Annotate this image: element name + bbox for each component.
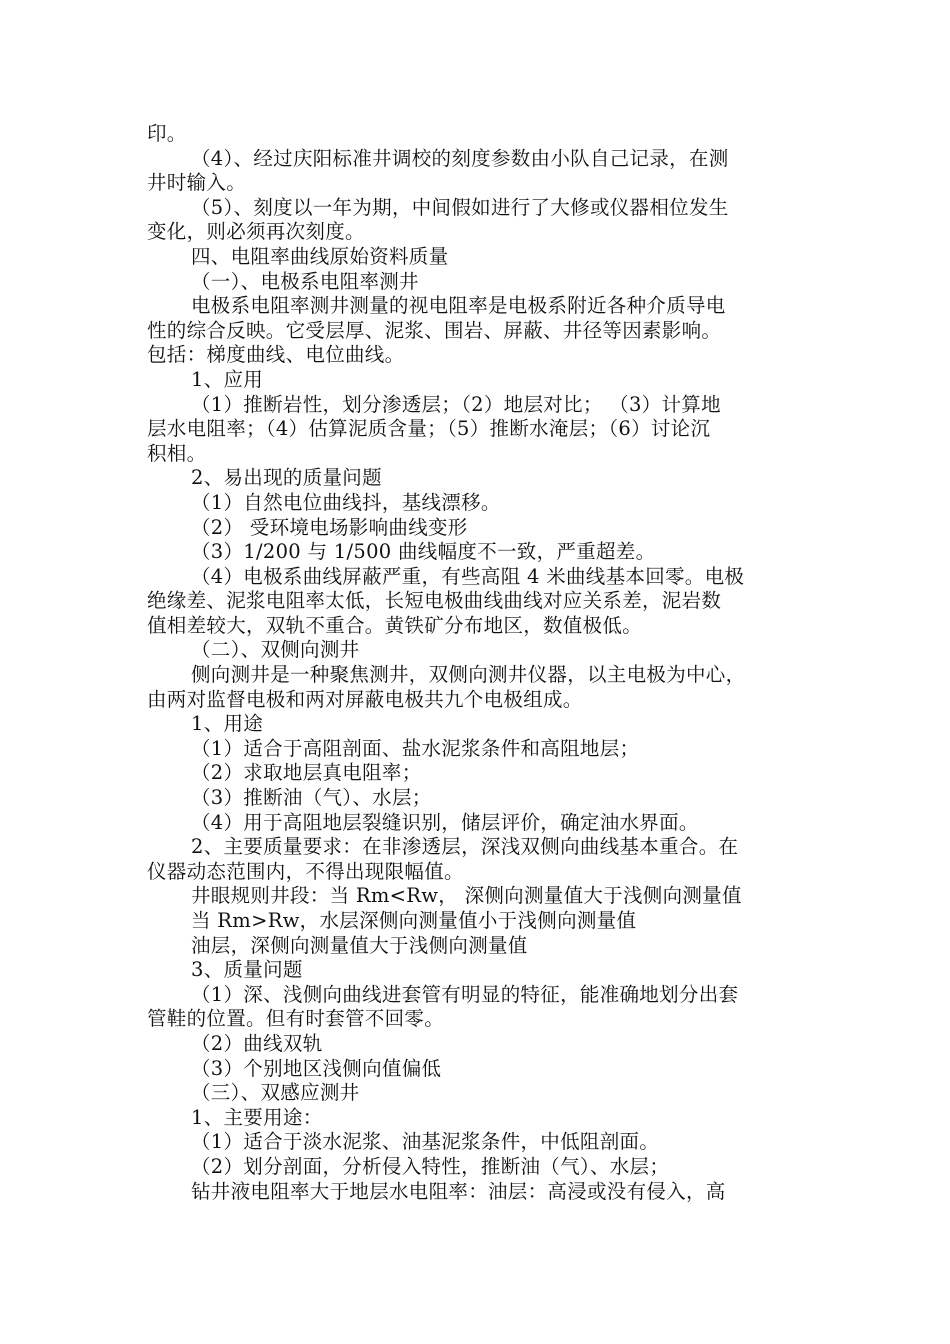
text-line: 2、主要质量要求：在非渗透层，深浅双侧向曲线基本重合。在: [191, 835, 739, 859]
text-line: （2）划分剖面，分析侵入特性，推断油（气）、水层；: [191, 1154, 670, 1178]
text-line: （1）适合于淡水泥浆、油基泥浆条件，中低阻剖面。: [191, 1130, 660, 1154]
text-line: 值相差较大，双轨不重合。黄铁矿分布地区，数值极低。: [147, 613, 643, 637]
text-line: （3）1/200 与 1/500 曲线幅度不一致，严重超差。: [191, 540, 656, 564]
text-line: 包括：梯度曲线、电位曲线。: [147, 343, 405, 367]
text-line: 钻井液电阻率大于地层水电阻率：油层：高浸或没有侵入，高: [191, 1179, 726, 1203]
text-line: 1、主要用途：: [191, 1105, 323, 1129]
text-line: 油层，深侧向测量值大于浅侧向测量值: [191, 933, 528, 957]
text-line: （4）电极系曲线屏蔽严重，有些高阻 4 米曲线基本回零。电极: [191, 564, 745, 588]
text-line: 绝缘差、泥浆电阻率太低，长短电极曲线曲线对应关系差，泥岩数: [147, 589, 722, 613]
text-line: 层水电阻率；（4）估算泥质含量；（5）推断水淹层；（6）讨论沉: [147, 417, 711, 441]
text-line: 由两对监督电极和两对屏蔽电极共九个电极组成。: [147, 687, 583, 711]
text-line: 变化，则必须再次刻度。: [147, 220, 365, 244]
text-line: 电极系电阻率测井测量的视电阻率是电极系附近各种介质导电: [191, 294, 726, 318]
text-line: （1）推断岩性，划分渗透层；（2）地层对比； （3）计算地: [191, 392, 721, 416]
text-line: （3）个别地区浅侧向值偏低: [191, 1056, 442, 1080]
text-line: （1）深、浅侧向曲线进套管有明显的特征，能准确地划分出套: [191, 982, 739, 1006]
text-line: （1）适合于高阻剖面、盐水泥浆条件和高阻地层；: [191, 736, 640, 760]
text-line: （二）、双侧向测井: [191, 638, 360, 662]
text-line: （5）、刻度以一年为期，中间假如进行了大修或仪器相位发生: [191, 195, 729, 219]
text-line: 性的综合反映。它受层厚、泥浆、围岩、屏蔽、井径等因素影响。: [147, 318, 722, 342]
text-line: （3）推断油（气）、水层；: [191, 786, 432, 810]
text-line: 仪器动态范围内，不得出现限幅值。: [147, 859, 464, 883]
text-line: 1、应用: [191, 367, 264, 391]
text-line: （2）求取地层真电阻率；: [191, 761, 422, 785]
body-text: [147, 122, 807, 1204]
text-line: 2、易出现的质量问题: [191, 466, 382, 490]
text-line: （4）用于高阻地层裂缝识别，储层评价，确定油水界面。: [191, 810, 699, 834]
text-line: 1、用途: [191, 712, 264, 736]
text-line: 管鞋的位置。但有时套管不回零。: [147, 1007, 445, 1031]
text-line: 井眼规则井段：当 Rm<Rw， 深侧向测量值大于浅侧向测量值: [191, 884, 742, 908]
text-line: 印。: [147, 122, 187, 145]
text-line: （1）自然电位曲线抖，基线漂移。: [191, 490, 501, 514]
text-line: （一）、电极系电阻率测井: [191, 269, 419, 293]
text-line: 积相。: [147, 441, 207, 465]
text-line: （2） 受环境电场影响曲线变形: [191, 515, 468, 539]
text-line: 四、电阻率曲线原始资料质量: [191, 244, 449, 268]
text-line: （2）曲线双轨: [191, 1031, 323, 1055]
text-line: 3、质量问题: [191, 958, 303, 982]
text-line: 当 Rm>Rw，水层深侧向测量值小于浅侧向测量值: [191, 909, 637, 932]
text-line: （4）、经过庆阳标准井调校的刻度参数由小队自己记录，在测: [191, 146, 729, 170]
text-line: 井时输入。: [147, 171, 247, 195]
text-line: 侧向测井是一种聚焦测井，双侧向测井仪器，以主电极为中心，: [191, 663, 746, 687]
text-line: （三）、双感应测井: [191, 1081, 360, 1105]
